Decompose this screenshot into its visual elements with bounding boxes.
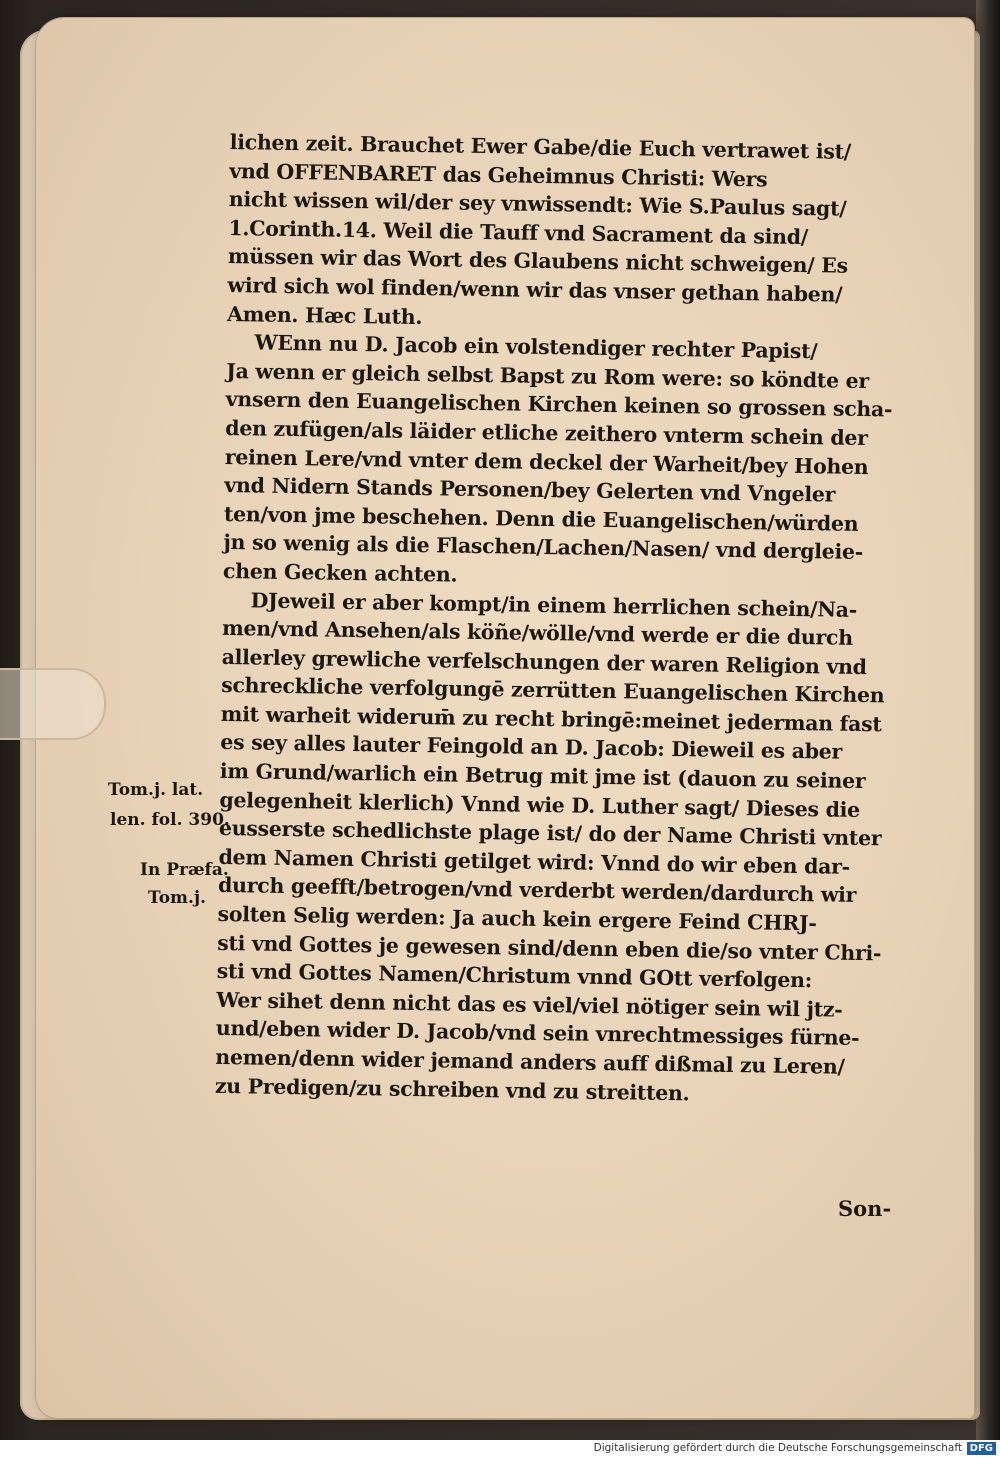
text-line: Ja wenn er gleich selbst Bapst zu Rom were: so köndte er [225,358,870,393]
page-tab-bookmark [0,668,106,740]
text-line: Wer sihet denn nicht das es viel/viel nötiger sein wil jtz- [216,987,843,1022]
text-line: und/eben wider D. Jacob/vnd sein vnrechtmessiges fürne- [215,1016,860,1051]
text-line: 1.Corinth.14. Weil die Tauff vnd Sacrament da sind/ [228,215,809,249]
text-line: mit warheit widerum̄ zu recht bringē:meinet jederman fast [220,701,882,737]
text-line: sti vnd Gottes Namen/Christum vnnd GOtt verfolgen: [216,959,813,993]
text-line: allerley grewliche verfelschungen der waren Religion vnd [221,644,867,679]
text-line: nemen/denn wider jemand anders auff dißmal zu Leren/ [215,1044,845,1079]
text-line: müssen wir das Wort des Glaubens nicht schweigen/ Es [227,244,849,279]
text-line: chen Gecken achten. [222,558,458,587]
text-line: vnd OFFENBARET das Geheimnus Christi: Wers [229,158,768,192]
text-line: DJeweil er aber kompt/in einem herrlichen schein/Na- [250,587,858,622]
text-line: nicht wissen wil/der sey vnwissendt: Wie S.Paulus sagt/ [228,187,847,221]
text-line: ten/von jme beschehen. Denn die Euangelischen/würden [223,501,859,536]
marginal-note-1-line-1: Tom.j. lat. [108,780,204,800]
main-text-block [215,128,920,1111]
text-line: gelegenheit klerlich) Vnnd wie D. Luther sagt/ Dieses die [219,787,861,822]
catchword: Son- [838,1196,892,1221]
text-line: dem Namen Christi getilget wird: Vnnd do wir eben dar- [218,844,850,879]
marginal-note-2-line-2: Tom.j. [148,888,207,908]
text-line: den zufügen/als läider etliche zeithero vnterm schein der [225,415,868,450]
text-line: Amen. Hæc Luth. [226,301,423,329]
text-line: lichen zeit. Brauchet Ewer Gabe/die Euch vertrawet ist/ [229,129,852,164]
text-line: vnd Nidern Stands Personen/bey Gelerten vnd Vngeler [224,473,836,507]
marginal-note-1-line-2: len. fol. 390. [110,810,230,830]
dfg-logo: DFG [967,1442,996,1455]
text-line: men/vnd Ansehen/als köñe/wölle/vnd werde er die durch [221,616,853,650]
text-line: es sey alles lauter Feingold an D. Jacob: Dieweil es aber [220,730,843,765]
marginal-note-2-line-1: In Præfa. [140,860,229,880]
text-line: solten Selig werden: Ja auch kein ergere Feind CHRJ- [217,901,817,936]
text-line: WEnn nu D. Jacob ein volstendiger rechter Papist/ [254,330,818,364]
text-line: im Grund/warlich ein Betrug mit jme ist (dauon zu seiner [219,758,866,794]
text-line: sti vnd Gottes je gewesen sind/denn eben die/so vnter Chri- [217,930,882,965]
text-line: vnsern den Euangelischen Kirchen keinen so grossen scha- [225,387,893,422]
text-line: schreckliche verfolgungē zerrütten Euangelischen Kirchen [221,673,885,708]
text-line: wird sich wol finden/wenn wir das vnser gethan haben/ [227,272,843,307]
text-line: jn so wenig als die Flaschen/Lachen/Nasen/ vnd dergleie- [223,530,864,565]
text-line: durch geefft/betrogen/vnd verderbt werden/dardurch wir [217,873,857,908]
dfg-credit-text: Digitalisierung gefördert durch die Deutsche Forschungsgemeinschaft [593,1442,962,1454]
text-line: zu Predigen/zu schreiben vnd zu streitten. [214,1073,690,1105]
text-line: reinen Lere/vnd vnter dem deckel der Warheit/bey Hohen [224,444,869,479]
text-line: eusserste schedlichste plage ist/ do der Name Christi vnter [218,816,882,851]
